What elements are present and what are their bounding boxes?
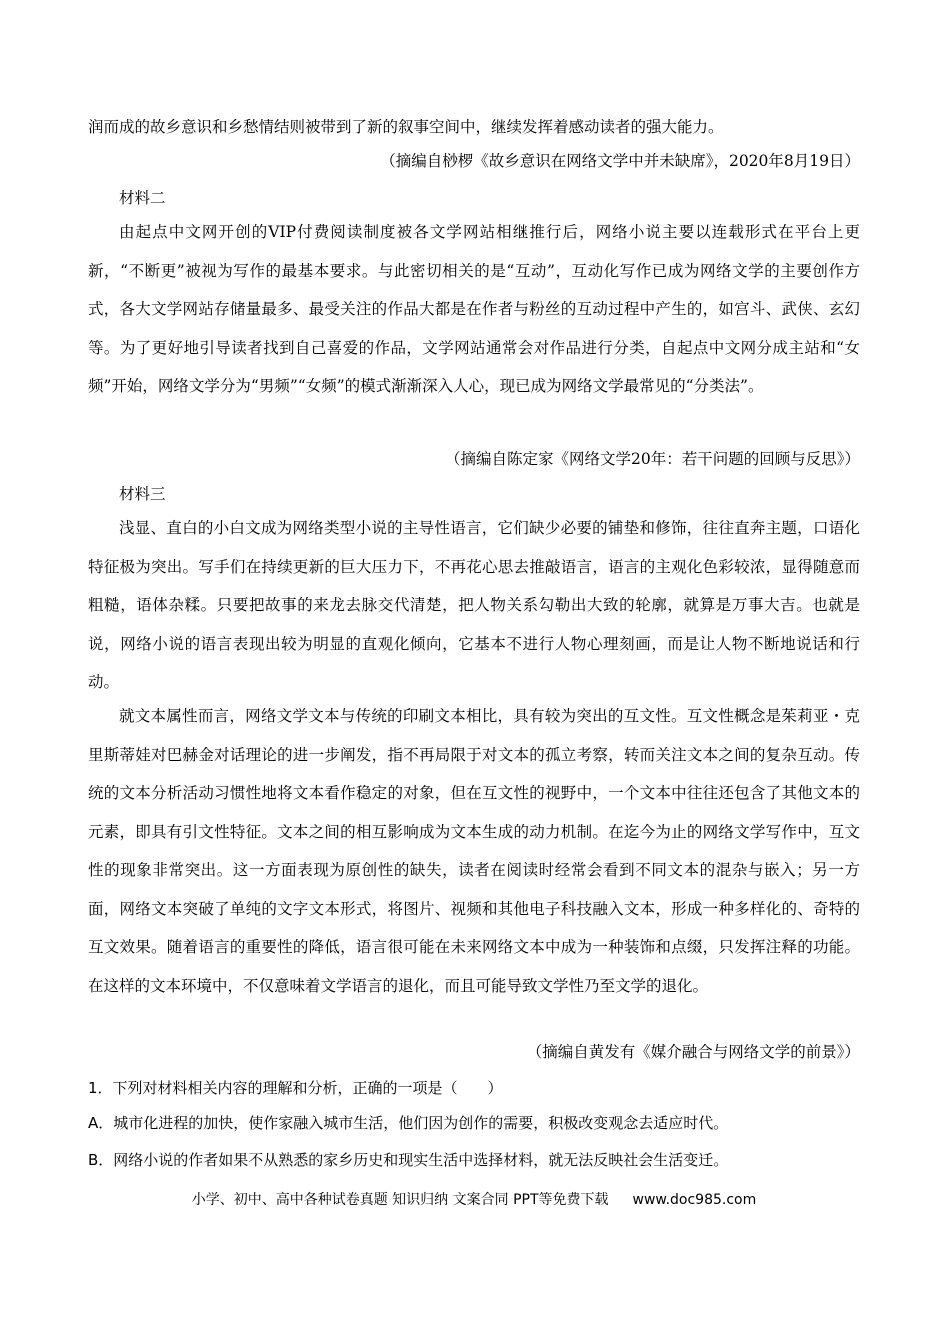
material2-heading: 材料二 <box>119 189 166 207</box>
footer-url[interactable]: www.doc985.com <box>632 1192 757 1208</box>
material3-paragraph-1: 浅显、直白的小白文成为网络类型小说的主导性语言，它们缺少必要的铺垫和修饰，往往直奔主题，口语化特征极为突出。写手们在持续更新的巨大压力下，不再花心思去推敲语言，语言的主观化色彩较浓，显得随意而粗糙，语体杂糅。只要把故事的来龙去脉交代清楚，把人物关系勾勒出大致的轮廓，就算是万事大吉。也就是说，网络小说的语言表现出较为明显的直观化倾向，它基本不进行人物心理刻画，而是让人物不断地说话和行动。 <box>88 519 860 691</box>
question-1-stem: 1．下列对材料相关内容的理解和分析，正确的一项是（ ） <box>88 1079 503 1097</box>
material1-source: （摘编自桫椤《故乡意识在网络文学中并未缺席》，2020年8月19日） <box>380 152 860 170</box>
material3-paragraph-2: 就文本属性而言，网络文学文本与传统的印刷文本相比，具有较为突出的互文性。互文性概念是茱莉亚・克里斯蒂娃对巴赫金对话理论的进一步阐发，指不再局限于对文本的孤立考察，转而关注文本之间的复杂互动。传统的文本分析活动习惯性地将文本看作稳定的对象，但在互文性的视野中，一个文本中往往还包含了其他文本的元素，即具有引文性特征。文本之间的相互影响成为文本生成的动力机制。在迄今为止的网络文学写作中，互文性的现象非常突出。这一方面表现为原创性的缺失，读者在阅读时经常会看到不同文本的混杂与嵌入；另一方面，网络文本突破了单纯的文字文本形式，将图片、视频和其他电子科技融入文本，形成一种多样化的、奇特的互文效果。随着语言的重要性的降低，语言很可能在未来网络文本中成为一种装饰和点缀，只发挥注释的功能。在这样的文本环境中，不仅意味着文学语言的退化，而且可能导致文学性乃至文学的退化。 <box>88 707 860 995</box>
footer-text: 小学、初中、高中各种试卷真题 知识归纳 文案合同 PPT等免费下载 <box>191 1192 609 1208</box>
material1-tail-paragraph: 润而成的故乡意识和乡愁情结则被带到了新的叙事空间中，继续发挥着感动读者的强大能力。 <box>88 118 724 136</box>
material3-source: （摘编自黄发有《媒介融合与网络文学的前景》） <box>526 1043 860 1061</box>
material3-heading: 材料三 <box>119 485 166 503</box>
question-1-option-a: A．城市化进程的加快，使作家融入城市生活，他们因为创作的需要，积极改变观念去适应时代。 <box>88 1114 729 1132</box>
page-footer <box>88 1188 860 1212</box>
question-1-option-b: B．网络小说的作者如果不从熟悉的家乡历史和现实生活中选择材料，就无法反映社会生活变迁。 <box>88 1151 729 1169</box>
material2-paragraph: 由起点中文网开创的VIP付费阅读制度被各文学网站相继推行后，网络小说主要以连载形式在平台上更新，“不断更”被视为写作的最基本要求。与此密切相关的是“互动”，互动化写作已成为网络文学的主要创作方式，各大文学网站存储量最多、最受关注的作品大都是在作者与粉丝的互动过程中产生的，如宫斗、武侠、玄幻等。为了更好地引导读者找到自己喜爱的作品，文学网站通常会对作品进行分类，自起点中文网分成主站和“女频”开始，网络文学分为“男频”“女频”的模式渐渐深入人心，现已成为网络文学最常见的“分类法”。 <box>88 223 860 395</box>
material2-source: （摘编自陈定家《网络文学20年：若干问题的回顾与反思》） <box>445 450 860 468</box>
